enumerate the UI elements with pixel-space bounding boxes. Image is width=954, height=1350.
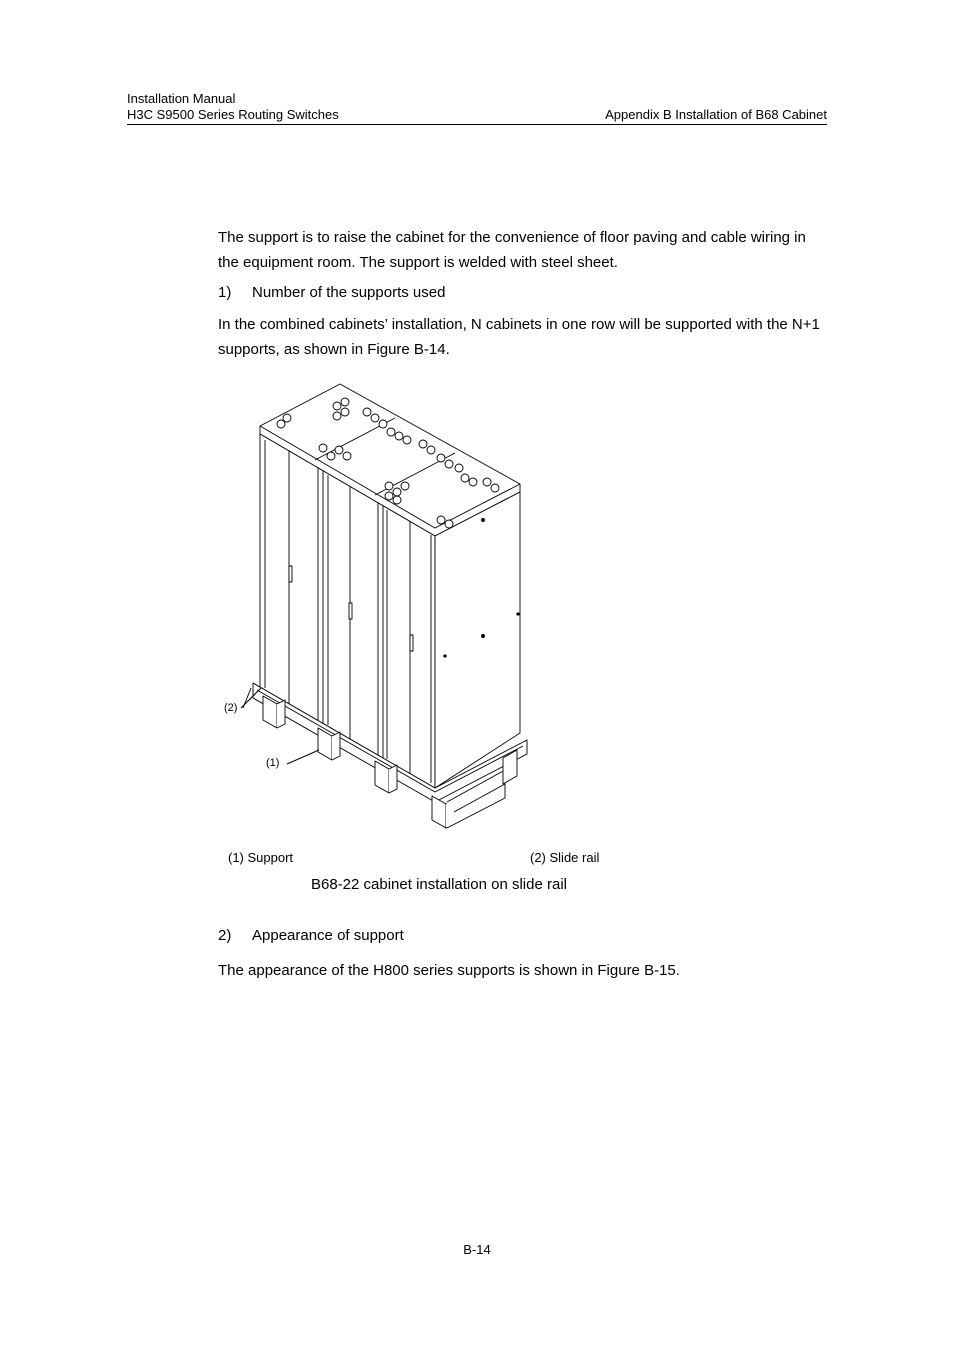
list-item-2-text: Appearance of support [252,927,404,944]
list-item-2-number: 2) [218,927,232,944]
list-item-1-text: Number of the supports used [252,284,446,301]
intro-paragraph: The support is to raise the cabinet for the convenience of floor paving and cable wiring in the equipment room. The support is welded with steel sheet. [218,229,806,271]
figure-caption: B68-22 cabinet installation on slide rail [311,876,567,893]
header-manual-title: Installation Manual [127,91,236,106]
list-item-2 [218,926,404,946]
supports-paragraph: In the combined cabinets’ installation, N cabinets in one row will be supported with the N+1 supports, as shown in Figure B-14. [218,316,820,358]
legend-support: (1) Support [228,850,294,865]
callout-slide-rail: (2) [224,702,238,714]
cabinet-slide-rail-figure [215,378,535,833]
legend-slide-rail: (2) Slide rail [530,850,600,865]
page-number: B-14 [463,1242,491,1257]
list-item-1 [218,283,445,303]
list-item-1-number: 1) [218,284,232,301]
header-chapter-title: Appendix B Installation of B68 Cabinet [605,107,827,122]
header-rule [127,124,827,125]
callout-support: (1) [266,757,280,769]
appearance-paragraph: The appearance of the H800 series supports is shown in Figure B-15. [218,962,680,979]
header-product-name: H3C S9500 Series Routing Switches [127,107,339,122]
